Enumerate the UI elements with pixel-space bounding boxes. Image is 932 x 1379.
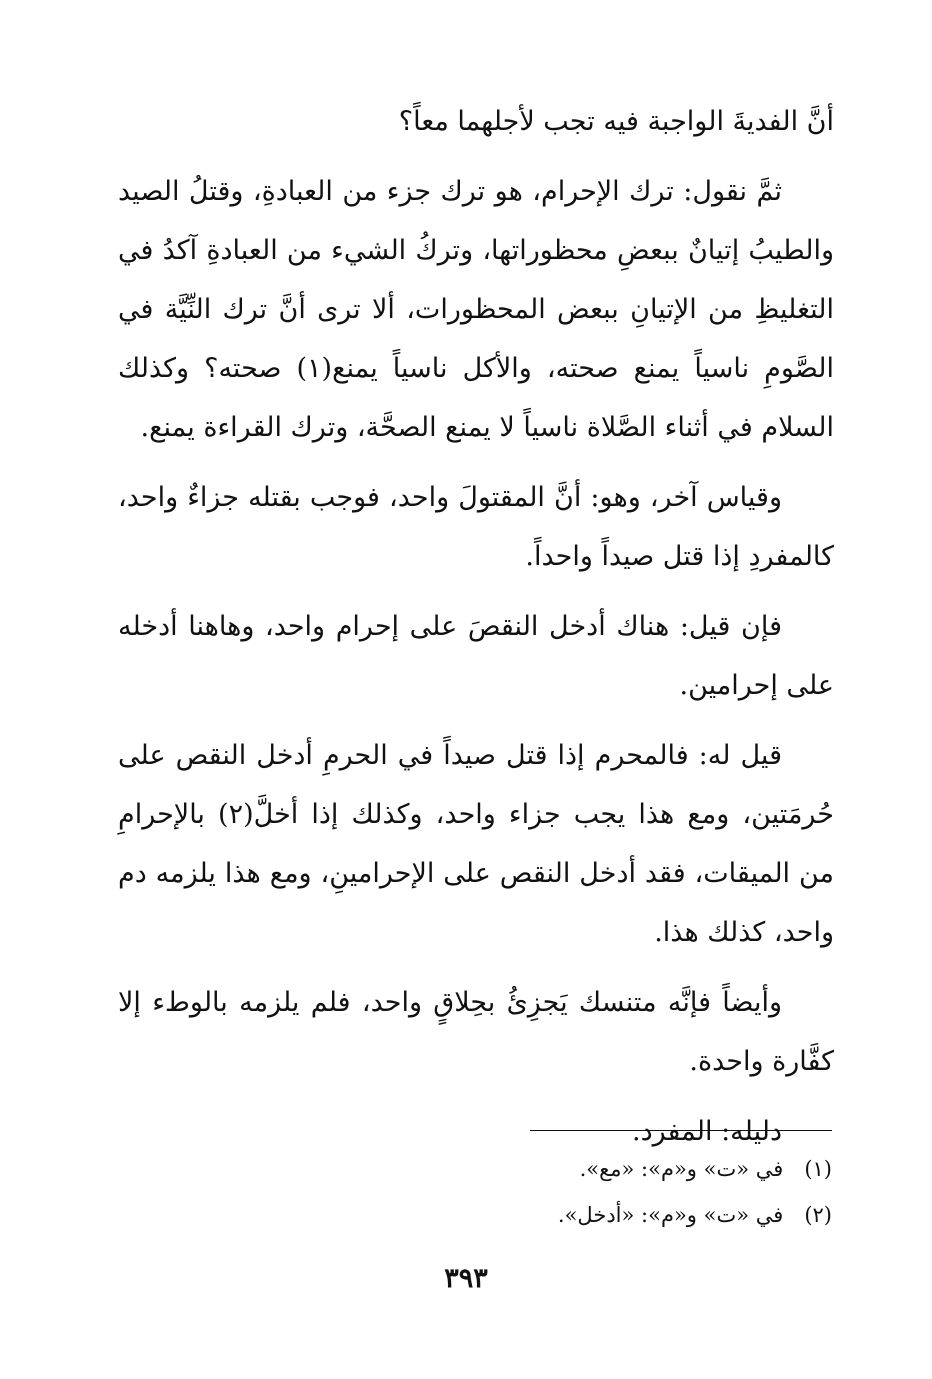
footnote-divider bbox=[530, 1130, 832, 1131]
main-text bbox=[118, 92, 834, 1172]
paragraph: فإن قيل: هناك أدخل النقصَ على إحرام واحد، وهاهنا أدخله على إحرامين. bbox=[118, 611, 834, 701]
paragraph-continuation: أنَّ الفديةَ الواجبة فيه تجب لأجلهما معاً؟ bbox=[398, 106, 834, 137]
paragraph: وأيضاً فإنَّه متنسك يَجزِئُ بحِلاقٍ واحد، فلم يلزمه بالوطء إلا كفَّارة واحدة. bbox=[118, 987, 834, 1077]
paragraph: وقياس آخر، وهو: أنَّ المقتولَ واحد، فوجب بقتله جزاءٌ واحد، كالمفردِ إذا قتل صيداً واحداً. bbox=[118, 482, 834, 572]
footnote bbox=[300, 1146, 832, 1192]
footnotes bbox=[300, 1146, 832, 1238]
footnote-text: في «ت» و«م»: «مع». bbox=[579, 1157, 784, 1181]
footnote-number: (٢) bbox=[804, 1203, 832, 1227]
paragraph: دليله: المفرد. bbox=[632, 1116, 782, 1147]
footnote-number: (١) bbox=[804, 1157, 832, 1181]
paragraph: قيل له: فالمحرم إذا قتل صيداً في الحرمِ أدخل النقص على حُرمَتين، ومع هذا يجب جزاء واحد، وكذلك إذا أخلَّ(٢) بالإحرامِ من الميقات، فقد أدخل النقص على الإحرامينِ، ومع هذا يلزمه دم واحد، كذلك هذا. bbox=[118, 740, 834, 948]
page-number: ٣٩٣ bbox=[444, 1263, 488, 1294]
footnote-text: في «ت» و«م»: «أدخل». bbox=[557, 1203, 784, 1227]
footnote bbox=[300, 1192, 832, 1238]
paragraph: ثمَّ نقول: ترك الإحرام، هو ترك جزء من العبادةِ، وقتلُ الصيد والطيبُ إتيانٌ ببعضِ محظوراتها، وتركُ الشيء من العبادةِ آكدُ في التغليظِ من الإتيانِ ببعض المحظورات، ألا ترى أنَّ ترك النِّيَّة في الصَّومِ ناسياً يمنع صحته، والأكل ناسياً يمنع(١) صحته؟ وكذلك السلام في أثناء الصَّلاة ناسياً لا يمنع الصحَّة، وترك القراءة يمنع. bbox=[118, 176, 834, 443]
